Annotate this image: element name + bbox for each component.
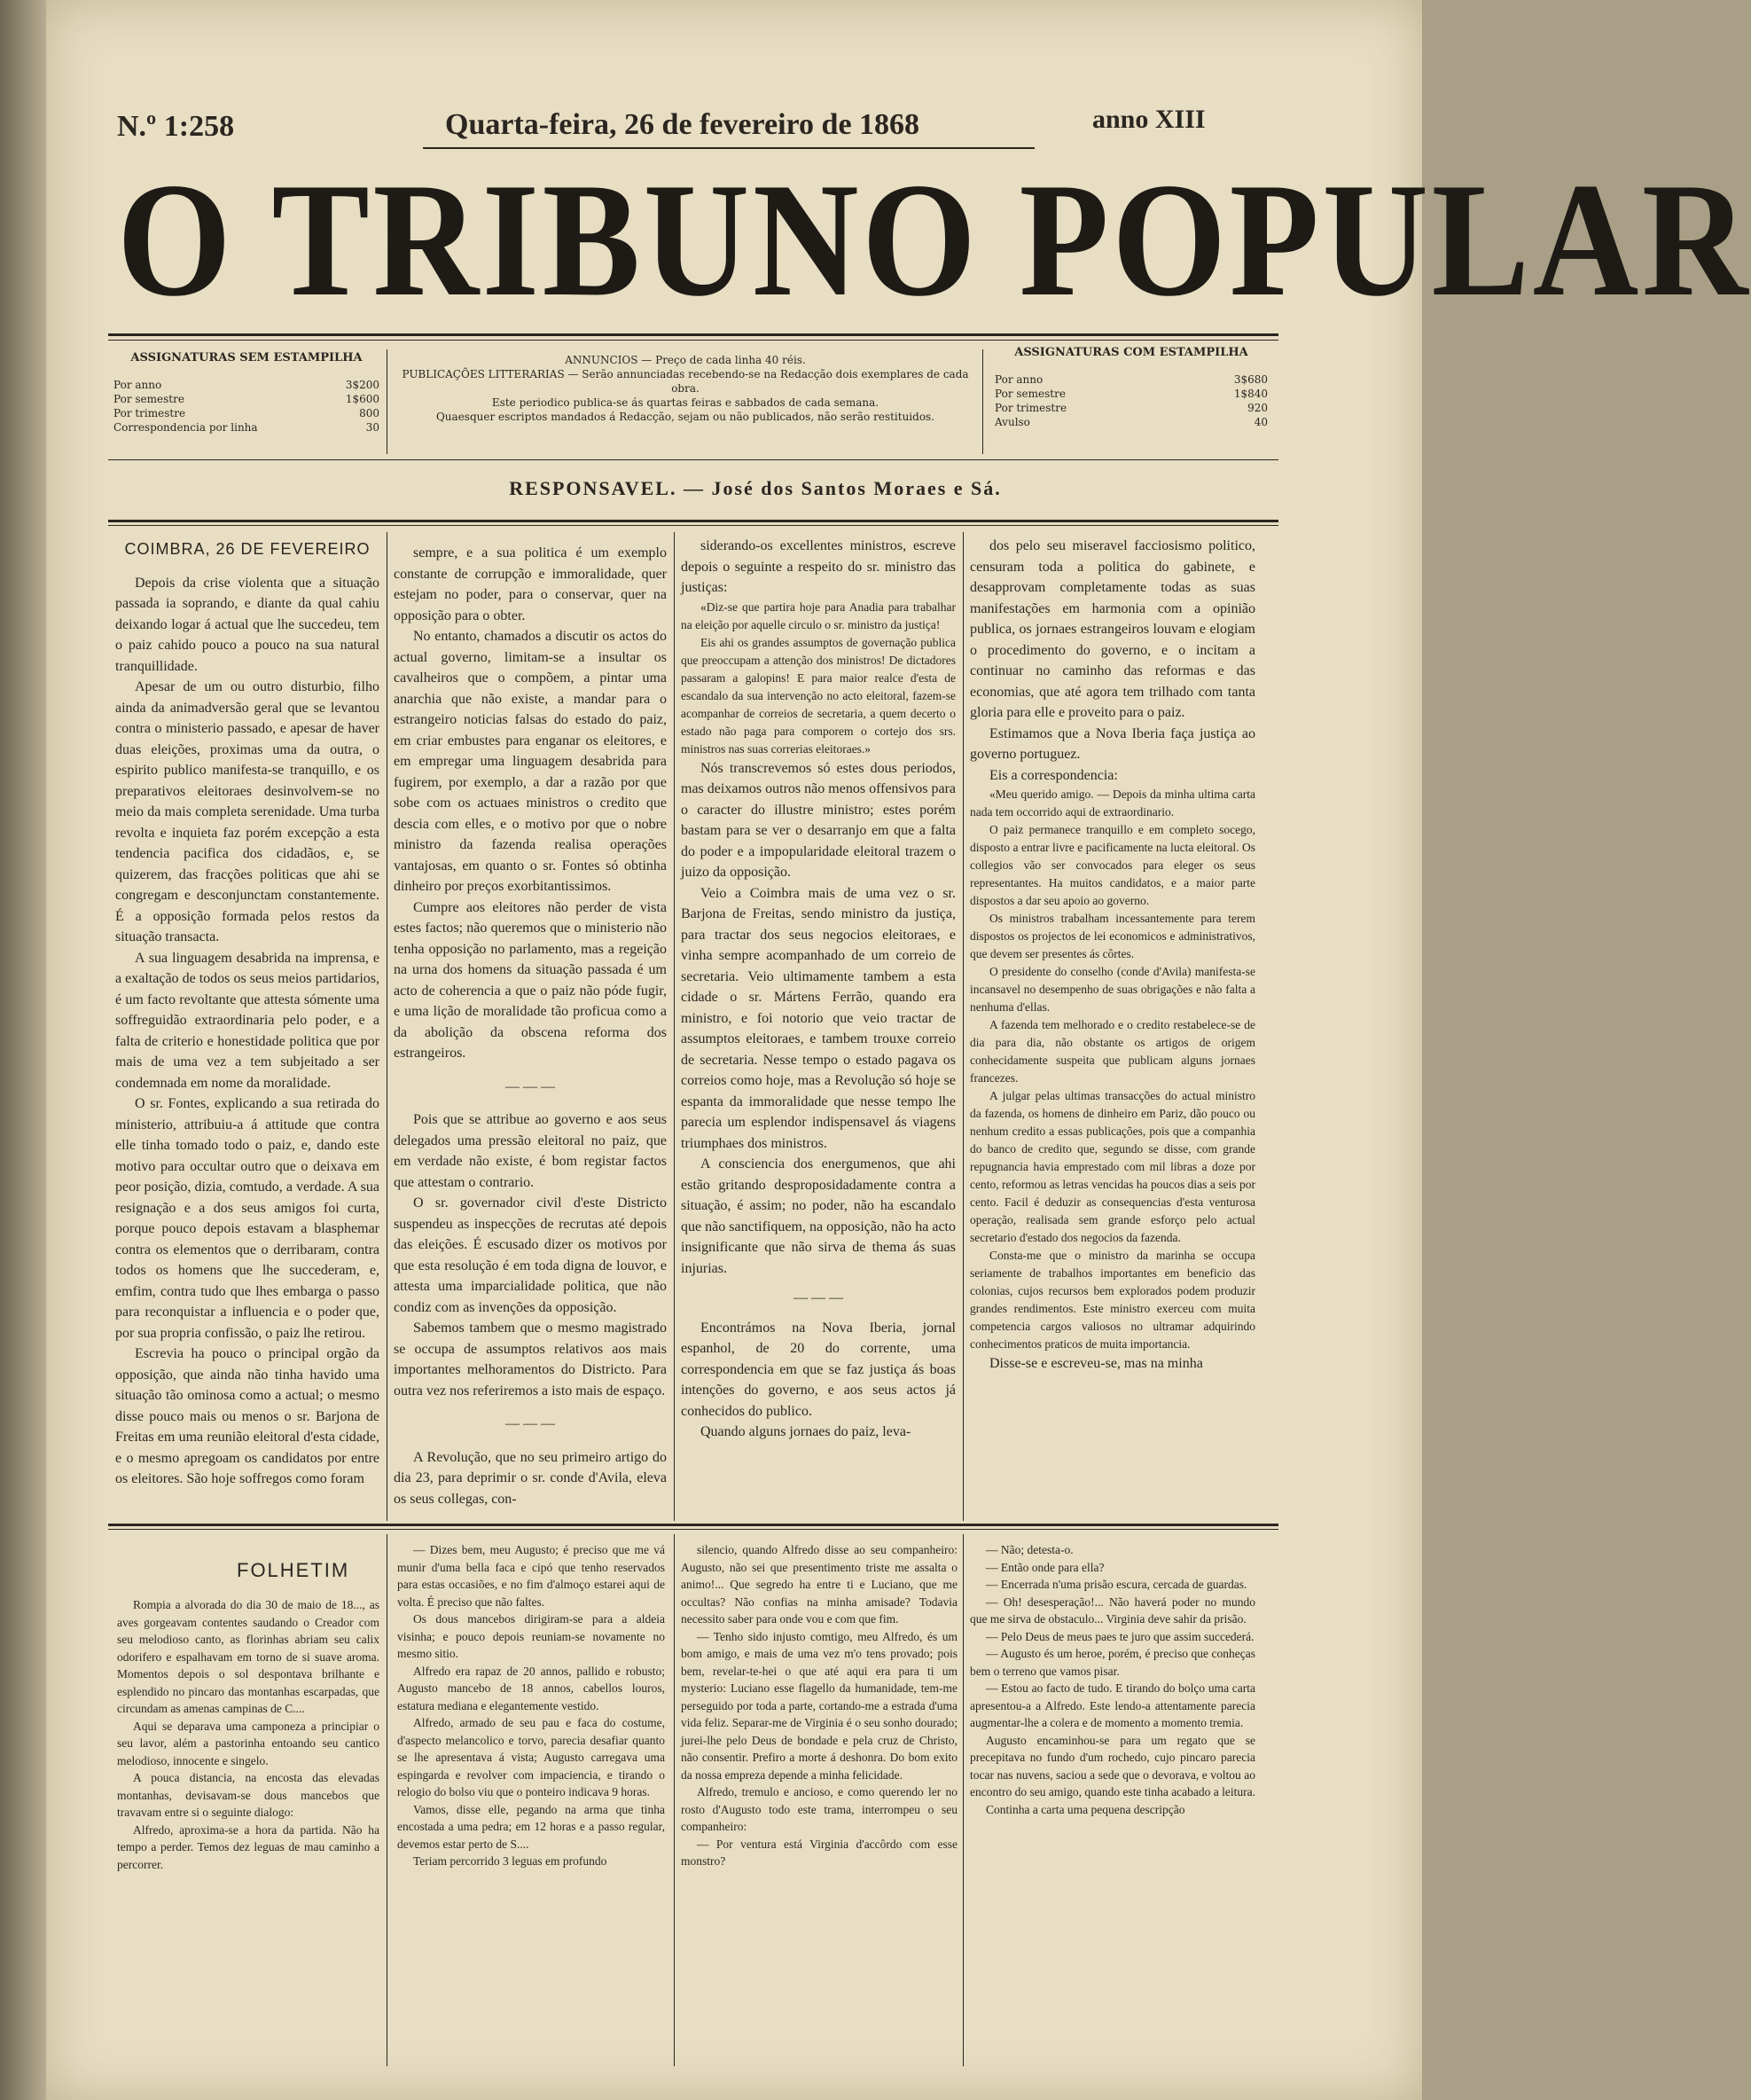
paragraph: Sabemos tambem que o mesmo magistrado se occupa de assumptos relativos aos mais importantes melhoramentos do Districto. Para outra vez nos referiremos a isto mais de espaço. bbox=[394, 1320, 667, 1399]
book-binding bbox=[0, 0, 46, 2100]
paragraph: — Não; detesta-o. bbox=[986, 1543, 1074, 1556]
paragraph: sempre, e a sua politica é um exemplo constante de corrupção e immoralidade, quer estejam no poder, para o conservar, quer na opposição para o obter. bbox=[394, 545, 667, 623]
sub-row: Por trimestre 920 bbox=[995, 402, 1268, 414]
paragraph: silencio, quando Alfredo disse ao seu companheiro: Augusto, não sei que presentimento triste me assalta o animo!... Que segredo ha entre ti e Luciano, que me occultas? Não confias na minha amisade? Todavia necessito saber para onde vou e com que fim. bbox=[681, 1543, 958, 1626]
column-divider bbox=[674, 1534, 675, 2066]
folhetim-column-1 bbox=[117, 1596, 379, 2057]
paragraph: Vamos, disse elle, pegando na arma que tinha encostada a uma pedra; em 12 horas e a passo regular, devemos estar perto de S.... bbox=[397, 1802, 665, 1851]
sub-row: Por semestre 1$840 bbox=[995, 388, 1268, 400]
paragraph: No entanto, chamados a discutir os actos do actual governo, limitam-se a insultar os cavalheiros que o compõem, a pintar uma anarchia que não existe, a mandar para o estrangeiro noticias falsas do estado do paiz, em criar embustes para enganar os eleitores, e em empregar uma linguagem desabrida para fugirem, por exemplo, a dar a razão por que sobe com os actuaes ministros o credito que descia com elles, e o motivo por que o nobre ministro da fazenda realisa operações vantajosas, em quanto o sr. Fontes só obtinha dinheiro por preços exorbitantissimos. bbox=[394, 629, 667, 894]
advertising-info bbox=[397, 353, 973, 424]
paragraph: Veio a Coimbra mais de uma vez o sr. Barjona de Freitas, sendo ministro da justiça, para tractar dos seus negocios eleitoraes, e vinha sempre acompanhado de um correio de secretaria. Veio ultimamente tambem a esta cidade o sr. Mártens Ferrão, quando era ministro, e foi notorio que veio tractar de assumptos eleitoraes, e tambem trouxe correio de secretaria. Nesse tempo o estado pagava os correios como hoje, mas a Revolução só hoje se espanta da immoralidade que nesse tempo lhe parecia um esplendor indispensavel ás viagens triumphaes dos ministros. bbox=[681, 885, 956, 1151]
folhetim-rule-thin bbox=[108, 1529, 1278, 1530]
subscriptions-with-stamp bbox=[995, 346, 1268, 429]
paragraph: Encontrámos na Nova Iberia, jornal espanhol, de 20 do corrente, uma correspondencia em que se faz justiça ás boas intenções do governo, e aos seus actos já conhecidos do publico. bbox=[681, 1320, 956, 1419]
paragraph: O sr. governador civil d'este Districto suspendeu as inspecções de recrutas até depois das eleições. É escusado dizer os motivos por que esta resolução é em toda digna de louvor, e attesta uma imparcialidade politica, que não condiz com as invenções da opposição. bbox=[394, 1195, 667, 1315]
newspaper-page bbox=[46, 0, 1751, 2100]
sub-row: Por anno 3$680 bbox=[995, 373, 1268, 386]
subscriptions-no-stamp-heading: ASSIGNATURAS SEM ESTAMPILHA bbox=[130, 351, 363, 364]
folhetim-column-2 bbox=[397, 1541, 665, 2056]
paragraph: — Dizes bem, meu Augusto; é preciso que me vá munir d'uma bella faca e cipó que tenho reservados para estas occasiões, e no fim d'almoço estarei aqui de volta. É preciso que não faltes. bbox=[397, 1543, 665, 1609]
paragraph: dos pelo seu miseravel facciosismo politico, censuram toda a politica do gabinete, e desapprovam completamente todas as suas manifestações em harmonia com a opinião publica, os jornaes estrangeiros louvam e elogiam o procedimento do governo, e o incitam a continuar no caminho das reformas e das economias, que até agora tem trilhado com tanta gloria para elle e proveito para o paiz. bbox=[970, 538, 1255, 720]
paragraph: A consciencia dos energumenos, que ahi estão gritando desproposidadamente contra a situação, é assim; no poder, não ha escandalo que não sanctifiquem, na opposição, não ha acto insignificante que não sirva de thema ás suas injurias. bbox=[681, 1156, 956, 1276]
sub-row: Por semestre 1$600 bbox=[113, 393, 379, 405]
sub-row: Por anno 3$200 bbox=[113, 379, 379, 391]
issue-date: Quarta-feira, 26 de fevereiro de 1868 bbox=[445, 108, 920, 141]
paragraph: A sua linguagem desabrida na imprensa, e a exaltação de todos os seus meios partidarios, é um facto revoltante que attesta sómente uma soffreguidão extraordinaria pelo poder, e a falta de criterio e honestidade politica que por mais de uma vez a tem subjeitado a ser condemnada em nome da moralidade. bbox=[115, 950, 379, 1091]
newspaper-title: O TRIBUNO POPULAR bbox=[117, 149, 1751, 330]
body-top-rule bbox=[108, 520, 1278, 522]
paragraph: — Então onde para ella? bbox=[986, 1560, 1105, 1574]
quotation: A fazenda tem melhorado e o credito restabelece-se de dia para dia, não obstante os artigos de origem conhecidamente suspeita que publicam alguns jornaes francezes. bbox=[970, 1018, 1255, 1085]
subscriptions-with-stamp-heading: ASSIGNATURAS COM ESTAMPILHA bbox=[1014, 346, 1248, 359]
paragraph: Apesar de um ou outro disturbio, filho ainda da animadversão geral que se levantou contra o ministerio passado, e apesar de haver duas eleições, proximas uma da outra, o espirito publico manifesta-se tranquillo, e os preparativos eleitoraes desinvolvem-se no meio da mais completa serenidade. Uma turba revolta e inquieta faz porém excepção a esta tendencia pacifica dos cidadãos, e, se quizerem, das fracções politicas que ahi se congregam e desconjunctam constantemente. É a opposição formada pelos restos da situação transacta. bbox=[115, 679, 379, 944]
sub-row: Avulso 40 bbox=[995, 416, 1268, 428]
quotation: «Diz-se que partira hoje para Anadia para trabalhar na eleição por aquelle circulo o sr. ministro da justiça! bbox=[681, 599, 956, 631]
article-column-4 bbox=[970, 536, 1255, 1511]
sub-row: Correspondencia por linha 30 bbox=[113, 421, 379, 434]
paragraph: siderando-os excellentes ministros, escreve depois o seguinte a respeito do sr. ministro das justiças: bbox=[681, 538, 956, 595]
paragraph: Estimamos que a Nova Iberia faça justiça ao governo portuguez. bbox=[970, 725, 1255, 762]
issue-year: anno XIII bbox=[1092, 105, 1206, 134]
sub-row: Por trimestre 800 bbox=[113, 407, 379, 419]
article-heading: COIMBRA, 26 DE FEVEREIRO bbox=[124, 540, 371, 558]
quotation: O presidente do conselho (conde d'Avila) manifesta-se incansavel no desempenho de suas obrigações e não falta a nenhuma d'ellas. bbox=[970, 965, 1255, 1014]
quotation: Eis ahi os grandes assumptos de governação publica que preoccupam a attenção dos ministros! De dictadores passaram a galopins! E para maior realce d'esta de escandalo da sua intervenção no acto eleitoral, fazem-se acompanhar de correios de secretaria, a quem decerto o estado não paga para comporem o cortejo dos srs. ministros nas suas correrias eleitoraes.» bbox=[681, 635, 956, 756]
manuscripts-note: Quaesquer escriptos mandados á Redacção, sejam ou não publicados, não serão restituidos. bbox=[435, 411, 935, 423]
paragraph: — Estou ao facto de tudo. E tirando do bolço uma carta apresentou-a a Alfredo. Este lendo-a attentamente parecia augmentar-lhe a colera e de momento a momento tremia. bbox=[970, 1681, 1255, 1729]
folhetim-column-4 bbox=[970, 1541, 1255, 2056]
paragraph: Cumpre aos eleitores não perder de vista estes factos; não queremos que o ministerio não tenha opposição no parlamento, mas a regeição na urna dos homens da situação passada é um acto de coherencia a que o paiz não póde fugir, e uma lição de moralidade tão proficua como a da abolição da obscena reforma dos estrangeiros. bbox=[394, 899, 667, 1061]
paragraph: Aqui se deparava uma camponeza a principiar o seu lavor, além a pastorinha entoando seu cantico melodioso, innocente e singelo. bbox=[117, 1719, 379, 1767]
column-divider bbox=[674, 532, 675, 1521]
paragraph: A Revolução, que no seu primeiro artigo do dia 23, para deprimir o sr. conde d'Avila, eleva os seus collegas, con- bbox=[394, 1449, 667, 1507]
masthead-rule-thin bbox=[108, 340, 1278, 341]
responsible-editor: RESPONSAVEL. — José dos Santos Moraes e Sá. bbox=[509, 477, 1002, 499]
paragraph: — Oh! desesperação!... Não haverá poder no mundo que me sirva de obstaculo... Virginia deve sahir da prisão. bbox=[970, 1595, 1255, 1626]
info-rule bbox=[108, 459, 1278, 460]
column-divider bbox=[963, 532, 964, 1521]
paragraph: Alfredo, aproxima-se a hora da partida. Não ha tempo a perder. Temos dez leguas de mau caminho a percorrer. bbox=[117, 1822, 379, 1871]
paragraph: O sr. Fontes, explicando a sua retirada do ministerio, attribuiu-a á attitude que contra elle tinha tomado todo o paiz, e, dando este motivo para occultar outro que o deixava em peor posição, dizia, comtudo, a verdade. A sua resignação e a dos seus amigos foi curta, porque pouco depois estavam a blasphemar contra os elementos que o derribaram, contra todos os homens que lhe succederam, e, emfim, contra tudo que lhes embarga o passo para reconquistar a influencia e o poder que, por sua propria confissão, o paiz lhe retirou. bbox=[115, 1096, 379, 1341]
paragraph: Os dous mancebos dirigiram-se para a aldeia visinha; e pouco depois reuniam-se novamente no mesmo sitio. bbox=[397, 1612, 665, 1660]
folhetim-rule bbox=[108, 1524, 1278, 1526]
box-divider bbox=[982, 349, 983, 454]
paragraph: Teriam percorrido 3 leguas em profundo bbox=[413, 1854, 607, 1868]
publication-days: Este periodico publica-se ás quartas feiras e sabbados de cada semana. bbox=[491, 396, 879, 409]
quotation: «Meu querido amigo. — Depois da minha ultima carta nada tem occorrido aqui de extraordinario. bbox=[970, 788, 1255, 819]
folhetim-column-3 bbox=[681, 1541, 958, 2056]
quotation: Consta-me que o ministro da marinha se occupa seriamente de trabalhos importantes em beneficio das colonias, cujos recursos bem explorados podem produzir grandes rendimentos. Este ministro exerceu com muita competencia cargos valiosos no ultramar adquirindo conhecimentos praticos de muita importancia. bbox=[970, 1249, 1255, 1351]
paragraph: Alfredo, armado de seu pau e faca do costume, d'aspecto melancolico e torvo, parecia desafiar quanto se lhe apresentava á vista; Augusto carregava uma espingarda e revolver com impaciencia, e tirando o relogio do bolso viu que o ponteiro indicava 9 horas. bbox=[397, 1716, 665, 1798]
article-column-1 bbox=[115, 536, 379, 1511]
quotation: O paiz permanece tranquillo e em completo socego, disposto a entrar livre e pacificamente na lucta eleitoral. Os collegios vão ser convocados para eleger os seus representantes. Ha muitos candidatos, e a maior parte dispostos a dar seu apoio ao governo. bbox=[970, 823, 1255, 907]
paragraph: — Pelo Deus de meus paes te juro que assim succederá. bbox=[986, 1629, 1255, 1643]
quotation: A julgar pelas ultimas transacções do actual ministro da fazenda, os homens de dinheiro em Pariz, dão pouco ou nenhum credito a essas publicações, pois que a companhia do banco de credito que, segundo se disse, com grande repugnancia havia emprestado com mil libras a doze por cento, reformou as letras vencidas ha poucos dias a seis por cento. Facil é deduzir as consequencias d'esta venturosa operação, realisada sem grande esforço pelo actual secretario d'estado dos negocios da fazenda. bbox=[970, 1089, 1255, 1244]
paragraph: Disse-se e escreveu-se, mas na minha bbox=[989, 1356, 1203, 1371]
paragraph: Nós transcrevemos só estes dous periodos, mas deixamos outros não menos offensivos para o caracter do illustre ministro; estes porém bastam para se ver o desarranjo em que a falta do poder e a impopularidade eleitoral trazem o juizo da opposição. bbox=[681, 760, 956, 880]
paragraph: Rompia a alvorada do dia 30 de maio de 18..., as aves gorgeavam contentes saudando o Creador com seu melodioso canto, as florinhas abriam seu calix odorifero e espalhavam em torno de si suave aroma. Momentos depois o sol despontava brilhante e esplendido no pincaro das montanhas escarpadas, que circundam as amenas campinas de C.... bbox=[117, 1598, 379, 1715]
section-divider: — — — bbox=[505, 1078, 555, 1094]
paragraph: — Encerrada n'uma prisão escura, cercada de guardas. bbox=[986, 1578, 1247, 1591]
paragraph: Alfredo, tremulo e ancioso, e como querendo ler no rosto d'Augusto todo este trama, interrompeu o seu companheiro: bbox=[681, 1785, 958, 1833]
paragraph: Escrevia ha pouco o principal orgão da opposição, que ainda não tinha havido uma situação tão ominosa como a actual; o mesmo disse pouco mais ou menos o sr. Barjona de Freitas em uma reunião eleitoral d'esta cidade, e o mesmo apregoam os candidatos por entre os eleitores. São hoje soffregos como foram bbox=[115, 1346, 379, 1486]
paragraph: — Tenho sido injusto comtigo, meu Alfredo, és um bom amigo, e mais de uma vez m'o tens provado; pois bem, revelar-te-hei o que até aqui era para ti um mysterio: Luciano esse flagello da humanidade, tem-me perseguido por toda a parte, cortando-me a estrada d'uma vida feliz. Separar-me de Virginia é o seu sonho dourado; jurei-lhe pelo Deus de bondade e pela cruz de Christo, não consentir. Prefiro a morte á deshonra. Do bom exito da nossa empreza depende a minha felicidade. bbox=[681, 1629, 958, 1782]
quotation: Os ministros trabalham incessantemente para terem dispostos os projectos de lei economicos e administrativos, que devem ser presentes ás côrtes. bbox=[970, 912, 1255, 960]
paragraph: Continha a carta uma pequena descripção bbox=[986, 1802, 1185, 1816]
section-divider: — — — bbox=[793, 1290, 843, 1305]
folhetim-heading: FOLHETIM bbox=[237, 1559, 350, 1581]
paragraph: — Por ventura está Virginia d'accôrdo com esse monstro? bbox=[681, 1837, 958, 1868]
ads-price: ANNUNCIOS — Preço de cada linha 40 réis. bbox=[565, 354, 806, 366]
paragraph: A pouca distancia, na encosta das elevadas montanhas, devisavam-se dous mancebos que travavam entre si o seguinte dialogo: bbox=[117, 1771, 379, 1819]
paragraph: Eis a correspondencia: bbox=[989, 767, 1118, 783]
paragraph: Alfredo era rapaz de 20 annos, pallido e robusto; Augusto mancebo de 18 annos, cabellos louros, estatura mediana e elegantemente vestido. bbox=[397, 1664, 665, 1712]
article-column-3 bbox=[681, 536, 956, 1511]
section-divider: — — — bbox=[505, 1416, 555, 1431]
body-top-rule-thin bbox=[108, 525, 1278, 526]
literary-publications: PUBLICAÇÕES LITTERARIAS — Serão annunciadas recebendo-se na Redacção dois exemplares de cada obra. bbox=[402, 368, 969, 395]
subscriptions-no-stamp bbox=[113, 351, 379, 435]
masthead-rule bbox=[108, 333, 1278, 336]
paragraph: Augusto encaminhou-se para um regato que se precepitava no fundo d'um rochedo, cujo pincaro parecia tocar nas nuvens, saciou a sede que o devorava, e voltou ao encontro do seu amigo, quando este tinha acabado a leitura. bbox=[970, 1733, 1256, 1798]
column-divider bbox=[963, 1534, 964, 2066]
paragraph: Quando alguns jornaes do paiz, leva- bbox=[700, 1424, 911, 1439]
paragraph: Pois que se attribue ao governo e aos seus delegados uma pressão eleitoral no paiz, que em verdade não existe, é bom registar factos que attestam o contrario. bbox=[394, 1112, 667, 1190]
paragraph: — Augusto és um heroe, porém, é preciso que conheças bem o terreno que vamos pisar. bbox=[970, 1647, 1255, 1678]
issue-number: N.º 1:258 bbox=[117, 110, 235, 143]
article-column-2 bbox=[394, 543, 667, 1511]
paragraph: Depois da crise violenta que a situação passada ia soprando, e diante da qual cahiu deixando logar á actual que lhe succedeu, tem o paiz cahido pouco a pouco na sua natural tranquillidade. bbox=[115, 575, 379, 674]
